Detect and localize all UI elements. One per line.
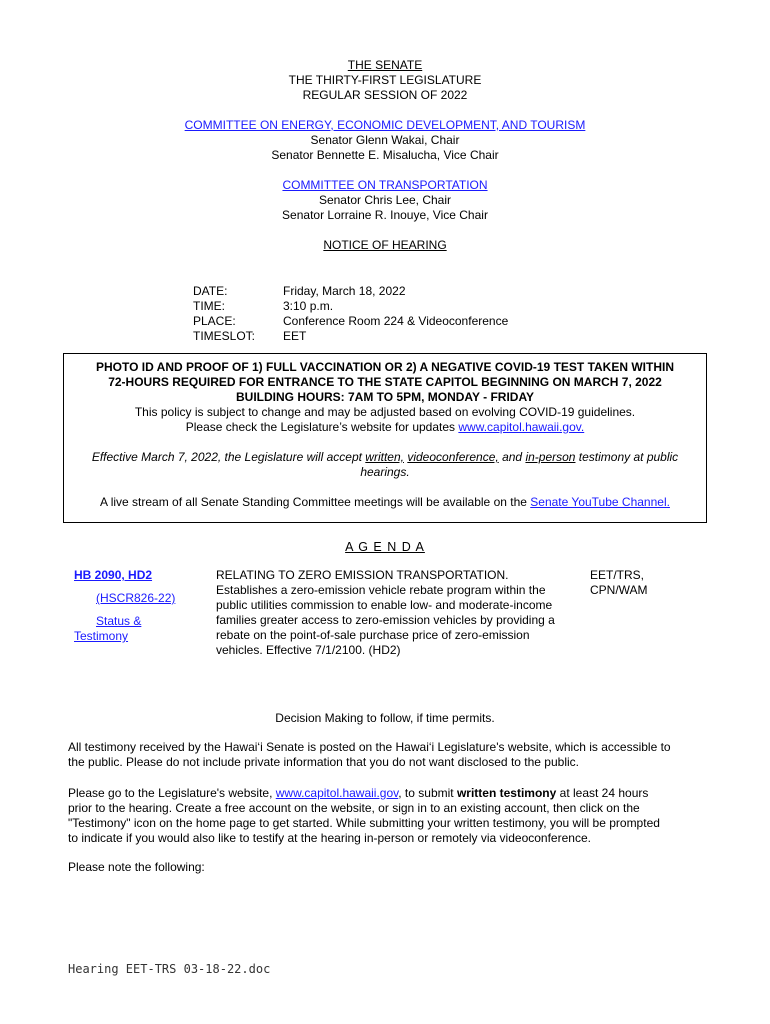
referral-line-2: CPN/WAM [590,583,648,597]
timeslot-label: TIMESLOT: [193,329,256,343]
livestream-text: A live stream of all Senate Standing Committee meetings will be available on the [100,495,531,509]
decision-text: Decision Making to follow, if time permits. [275,711,495,725]
bill-description-line: families greater access to zero-emission vehicles by providing a [216,613,555,627]
effective-and: and [498,450,526,464]
hearing-date-row [193,284,508,299]
committee-trs-chair: Senator Chris Lee, Chair [318,193,452,207]
decision-making-note [0,711,770,726]
bill-title: RELATING TO ZERO EMISSION TRANSPORTATION. [216,568,509,582]
effective-pre: Effective March 7, 2022, the Legislature will accept [91,450,366,464]
livestream-notice [74,495,696,510]
bill-number-link[interactable]: HB 2090, HD2 [74,568,153,582]
youtube-channel-link[interactable]: Senate YouTube Channel. [530,495,670,509]
effective-line2: hearings. [360,465,410,479]
notice-of-hearing: NOTICE OF HEARING [323,238,447,252]
para2-line1 [68,786,708,801]
date-label: DATE: [193,284,228,298]
bill-description-line: rebate on the point-of-sale purchase price of zero-emission [216,628,530,642]
bill-description [216,568,576,658]
hearing-info [193,284,508,344]
committee-trs-link[interactable]: COMMITTEE ON TRANSPORTATION [282,178,488,192]
bill-description-line: vehicles. Effective 7/1/2100. (HD2) [216,643,401,657]
para2-pre: Please go to the Legislature's website, [68,786,276,800]
para2-post: at least 24 hours [556,786,649,800]
policy-line-5-text: Please check the Legislature’s website for updates [185,420,459,434]
para3-text: Please note the following: [68,860,205,874]
para1-line2: the public. Please do not include private information that you do not want disclosed to the public. [68,755,579,769]
effective-post: testimony at public [575,450,679,464]
legislature-header [0,58,770,103]
bill-description-line: Establishes a zero-emission vehicle rebate program within the [216,583,546,597]
covid-policy-box [63,353,707,523]
legislature-title: THE THIRTY-FIRST LEGISLATURE [288,73,482,87]
committee-eet-vice-chair: Senator Bennette E. Misalucha, Vice Chair [271,148,499,162]
time-value: 3:10 p.m. [283,299,334,313]
para2-bold: written testimony [456,786,557,800]
referral-line-1: EET/TRS, [590,568,645,582]
status-line-1: Status & [96,614,142,628]
session-title: REGULAR SESSION OF 2022 [302,88,468,102]
effective-notice [74,450,696,480]
para2-mid: , to submit [398,786,457,800]
policy-bold-line-2: 72-HOURS REQUIRED FOR ENTRANCE TO THE STATE CAPITOL BEGINNING ON MARCH 7, 2022 [108,375,662,389]
status-testimony-link[interactable] [74,614,194,644]
para2-line4: to indicate if you would also like to testify at the hearing in-person or remotely via videoconference. [68,831,591,845]
status-line-2: Testimony [74,629,129,643]
testimony-instructions [68,786,708,846]
notice-title [0,238,770,253]
capitol-website-link-2[interactable]: www.capitol.hawaii.gov [275,786,399,800]
hearing-timeslot-row [193,329,508,344]
effective-inperson: in-person [525,450,576,464]
timeslot-value: EET [283,329,307,343]
committee-report-link[interactable]: (HSCR826-22) [96,591,176,605]
capitol-website-link[interactable]: www.capitol.hawaii.gov. [458,420,585,434]
time-label: TIME: [193,299,225,313]
please-note [68,860,708,875]
para1-line1: All testimony received by the Hawai‘i Senate is posted on the Hawai‘i Legislature's website, which is accessible to [68,740,671,754]
policy-line-5 [74,420,696,435]
senate-title: THE SENATE [347,58,423,72]
testimony-public-notice [68,740,708,770]
bill-description-line: public utilities commission to enable low- and moderate-income [216,598,553,612]
para2-line2: prior to the hearing. Create a free account on the website, or sign in to an existing account, then click on the [68,801,640,815]
committee-eet [0,118,770,163]
policy-bold-line-1: PHOTO ID AND PROOF OF 1) FULL VACCINATION OR 2) A NEGATIVE COVID-19 TEST TAKEN WITHIN [95,360,674,374]
policy-line-4: This policy is subject to change and may be adjusted based on evolving COVID-19 guidelines. [134,405,636,419]
hearing-place-row [193,314,508,329]
place-value: Conference Room 224 & Videoconference [283,314,509,328]
place-label: PLACE: [193,314,236,328]
date-value: Friday, March 18, 2022 [283,284,406,298]
agenda-title [0,540,770,554]
agenda-heading: A G E N D A [345,540,425,554]
document-footer: Hearing EET-TRS 03-18-22.doc [68,962,271,976]
para2-line3: "Testimony" icon on the home page to get started. While submitting your written testimony, you will be prompted [68,816,660,830]
committee-eet-link[interactable]: COMMITTEE ON ENERGY, ECONOMIC DEVELOPMENT, AND TOURISM [184,118,586,132]
committee-eet-chair: Senator Glenn Wakai, Chair [310,133,460,147]
policy-bold-line-3: BUILDING HOURS: 7AM TO 5PM, MONDAY - FRIDAY [235,390,535,404]
committee-trs-vice-chair: Senator Lorraine R. Inouye, Vice Chair [282,208,488,222]
hearing-time-row [193,299,508,314]
bill-links [74,568,194,644]
committee-trs [0,178,770,223]
effective-written: written, [365,450,404,464]
effective-video: videoconference, [407,450,499,464]
bill-referral [590,568,710,598]
